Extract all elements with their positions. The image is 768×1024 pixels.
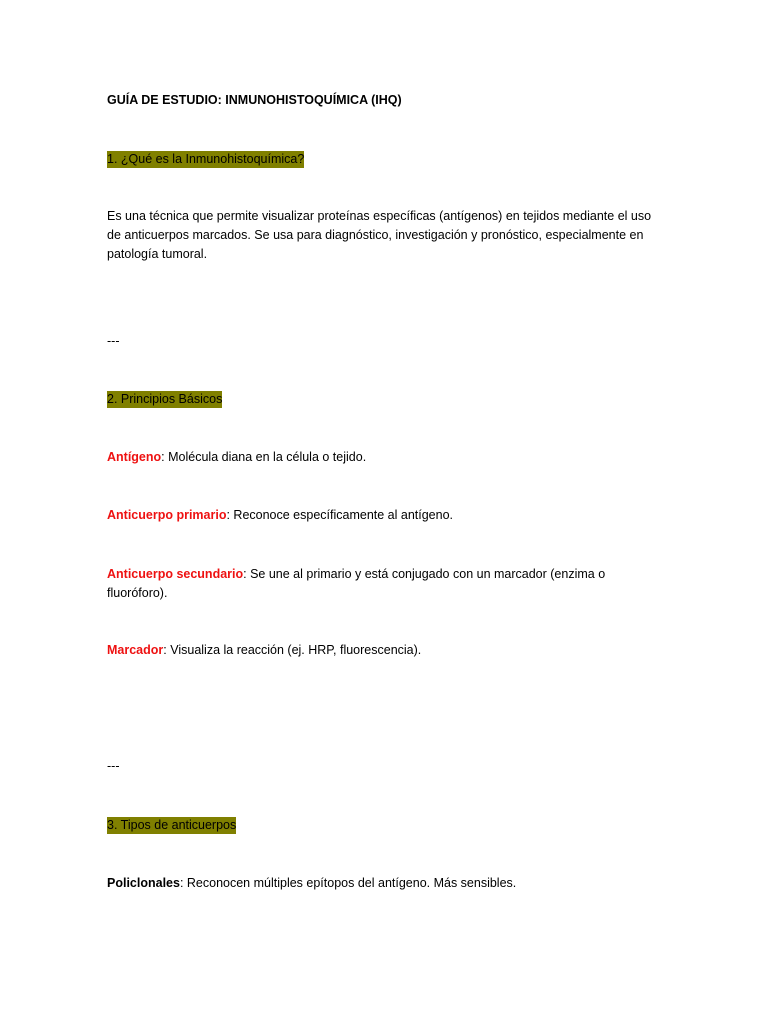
- section-heading-2-text: 2. Principios Básicos: [107, 392, 223, 406]
- definition-text: : Reconoce específicamente al antígeno.: [226, 508, 454, 522]
- definition-text: : Visualiza la reacción (ej. HRP, fluorescencia).: [163, 643, 422, 657]
- definition-text: : Reconocen múltiples epítopos del antígeno. Más sensibles.: [179, 876, 517, 890]
- section-1-body-line-3: patología tumoral.: [107, 247, 208, 261]
- section-heading-2: [107, 390, 222, 409]
- definition-item: [107, 565, 605, 584]
- section-1-body-line-2: de anticuerpos marcados. Se usa para diagnóstico, investigación y pronóstico, especialmente en: [107, 228, 644, 242]
- definition-item: [107, 448, 366, 467]
- section-heading-3: [107, 816, 236, 835]
- definition-text-continued: fluoróforo).: [107, 586, 168, 600]
- section-1-body-line-1: Es una técnica que permite visualizar proteínas específicas (antígenos) en tejidos mediante el uso: [107, 209, 652, 223]
- definition-term: Policlonales: [107, 876, 180, 890]
- definition-text: : Se une al primario y está conjugado con un marcador (enzima o: [243, 567, 606, 581]
- definition-term: Anticuerpo primario: [107, 508, 227, 522]
- definition-term: Anticuerpo secundario: [107, 567, 244, 581]
- section-heading-1-text: 1. ¿Qué es la Inmunohistoquímica?: [107, 152, 305, 166]
- definition-item: [107, 506, 453, 525]
- definition-item: [107, 641, 421, 660]
- separator-2: ---: [107, 759, 120, 773]
- definition-item: [107, 874, 516, 893]
- section-heading-3-text: 3. Tipos de anticuerpos: [107, 818, 237, 832]
- section-heading-1: [107, 150, 304, 169]
- document-title: GUÍA DE ESTUDIO: INMUNOHISTOQUÍMICA (IHQ): [107, 93, 402, 107]
- definition-term: Antígeno: [107, 450, 162, 464]
- separator-1: ---: [107, 334, 120, 348]
- definition-text: : Molécula diana en la célula o tejido.: [161, 450, 367, 464]
- definition-term: Marcador: [107, 643, 164, 657]
